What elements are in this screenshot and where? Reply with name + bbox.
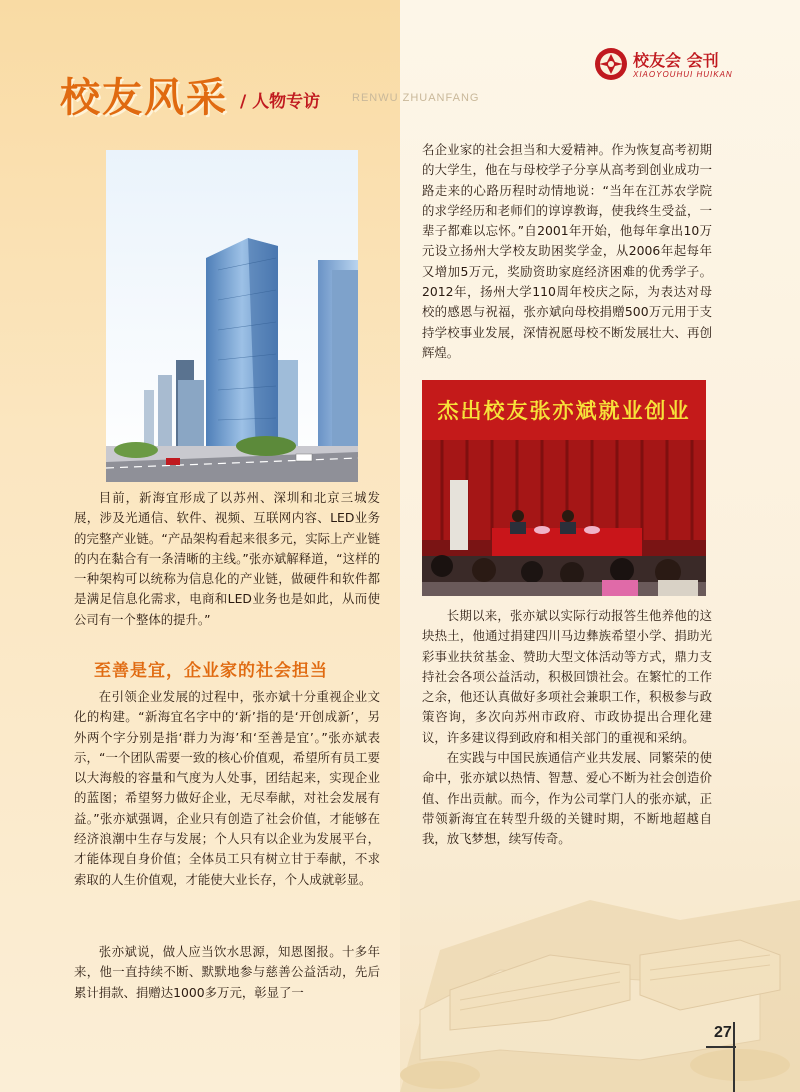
article-right-para-2: 长期以来，张亦斌以实际行动报答生他养他的这块热土，他通过捐建四川马边彝族希望小学、捐助光彩事业扶贫基金、赞助大型文体活动等方式，鼎力支持社会各项公益活动，积极回馈社会。在繁忙的工作之余，他还认真做好多项社会兼职工作，积极参与政策咨询，多次向苏州市政府、市政协提出合理化建议，许多建议得到政府和相关部门的重视和采纳。 xyxy=(422,608,712,745)
section-subtitle: / 人物专访 xyxy=(240,92,321,112)
article-left-para-2: 在引领企业发展的过程中，张亦斌十分重视企业文化的构建。“新海宜名字中的‘新’指的是‘开创成新’，另外两个字分别是指‘群力为海’和‘至善是宜’。”张亦斌表示，“一个团队需要一致的核心价值观，希望所有员工要以大海般的容量和气度为人处事，团结起来，实现企业的蓝图；希望努力做好企业，无尽奉献，对社会发展有益。”张亦斌强调，企业只有创造了社会价值，才能够在经济浪潮中生存与发展；个人只有以企业为发展平台，才能体现自身价值；全体员工只有树立甘于奉献，不求索取的人生价值观，才能使大业长存，个人成就彰显。 xyxy=(74,689,380,887)
page-number-rule xyxy=(733,1022,735,1092)
section-heading: 至善是宜，企业家的社会担当 xyxy=(94,661,328,681)
article-left-para-1: 目前，新海宜形成了以苏州、深圳和北京三城发展，涉及光通信、软件、视频、互联网内容、LED业务的完整产业链。“产品架构看起来很多元，实际上产业链的内在黏合有一条清晰的主线。”张亦斌解释道，“这样的一种架构可以统称为信息化的产业链，做硬件和软件都是满足信息化需求，电商和LED业务也是如此，从而使公司有一个整体的提升。” xyxy=(74,490,380,627)
page-number: 27 xyxy=(714,1024,732,1041)
logo-name: 校友会 会刊 xyxy=(633,51,719,70)
event-banner-text: 杰出校友张亦斌就业创业 xyxy=(437,399,691,423)
section-pinyin: RENWU ZHUANFANG xyxy=(352,92,480,104)
page-number-underline xyxy=(706,1046,736,1048)
section-title: 校友风采 xyxy=(60,75,228,121)
city-buildings-photo xyxy=(106,150,358,482)
magazine-logo xyxy=(593,46,793,86)
article-left-para-3: 张亦斌说，做人应当饮水思源，知恩图报。十多年来，他一直持续不断、默默地参与慈善公益活动，先后累计捐款、捐赠达1000多万元，彰显了一 xyxy=(74,944,380,1000)
article-right-para-3: 在实践与中国民族通信产业共发展、同繁荣的使命中，张亦斌以热情、智慧、爱心不断为社会创造价值、作出贡献。而今，作为公司掌门人的张亦斌，正带领新海宜在转型升级的关键时期，不断地超越自我，放飞梦想，续写传奇。 xyxy=(422,750,712,847)
campus-illustration xyxy=(380,860,800,1092)
logo-pinyin: XIAOYOUHUI HUIKAN xyxy=(633,70,733,79)
award-ceremony-photo xyxy=(422,380,706,596)
alumni-emblem-icon xyxy=(593,46,629,82)
article-right-para-1: 名企业家的社会担当和大爱精神。作为恢复高考初期的大学生，他在与母校学子分享从高考到创业成功一路走来的心路历程时动情地说：“当年在江苏农学院的求学经历和老师们的谆谆教诲，使我终生受益，一辈子都难以忘怀。”自2001年开始，他每年拿出10万元设立扬州大学校友助困奖学金，从2006年起每年又增加5万元，奖励资助家庭经济困难的优秀学子。2012年，扬州大学110周年校庆之际，为表达对母校的感恩与祝福，张亦斌向母校捐赠500万元用于支持学校事业发展，深情祝愿母校不断发展壮大、再创辉煌。 xyxy=(422,142,712,360)
